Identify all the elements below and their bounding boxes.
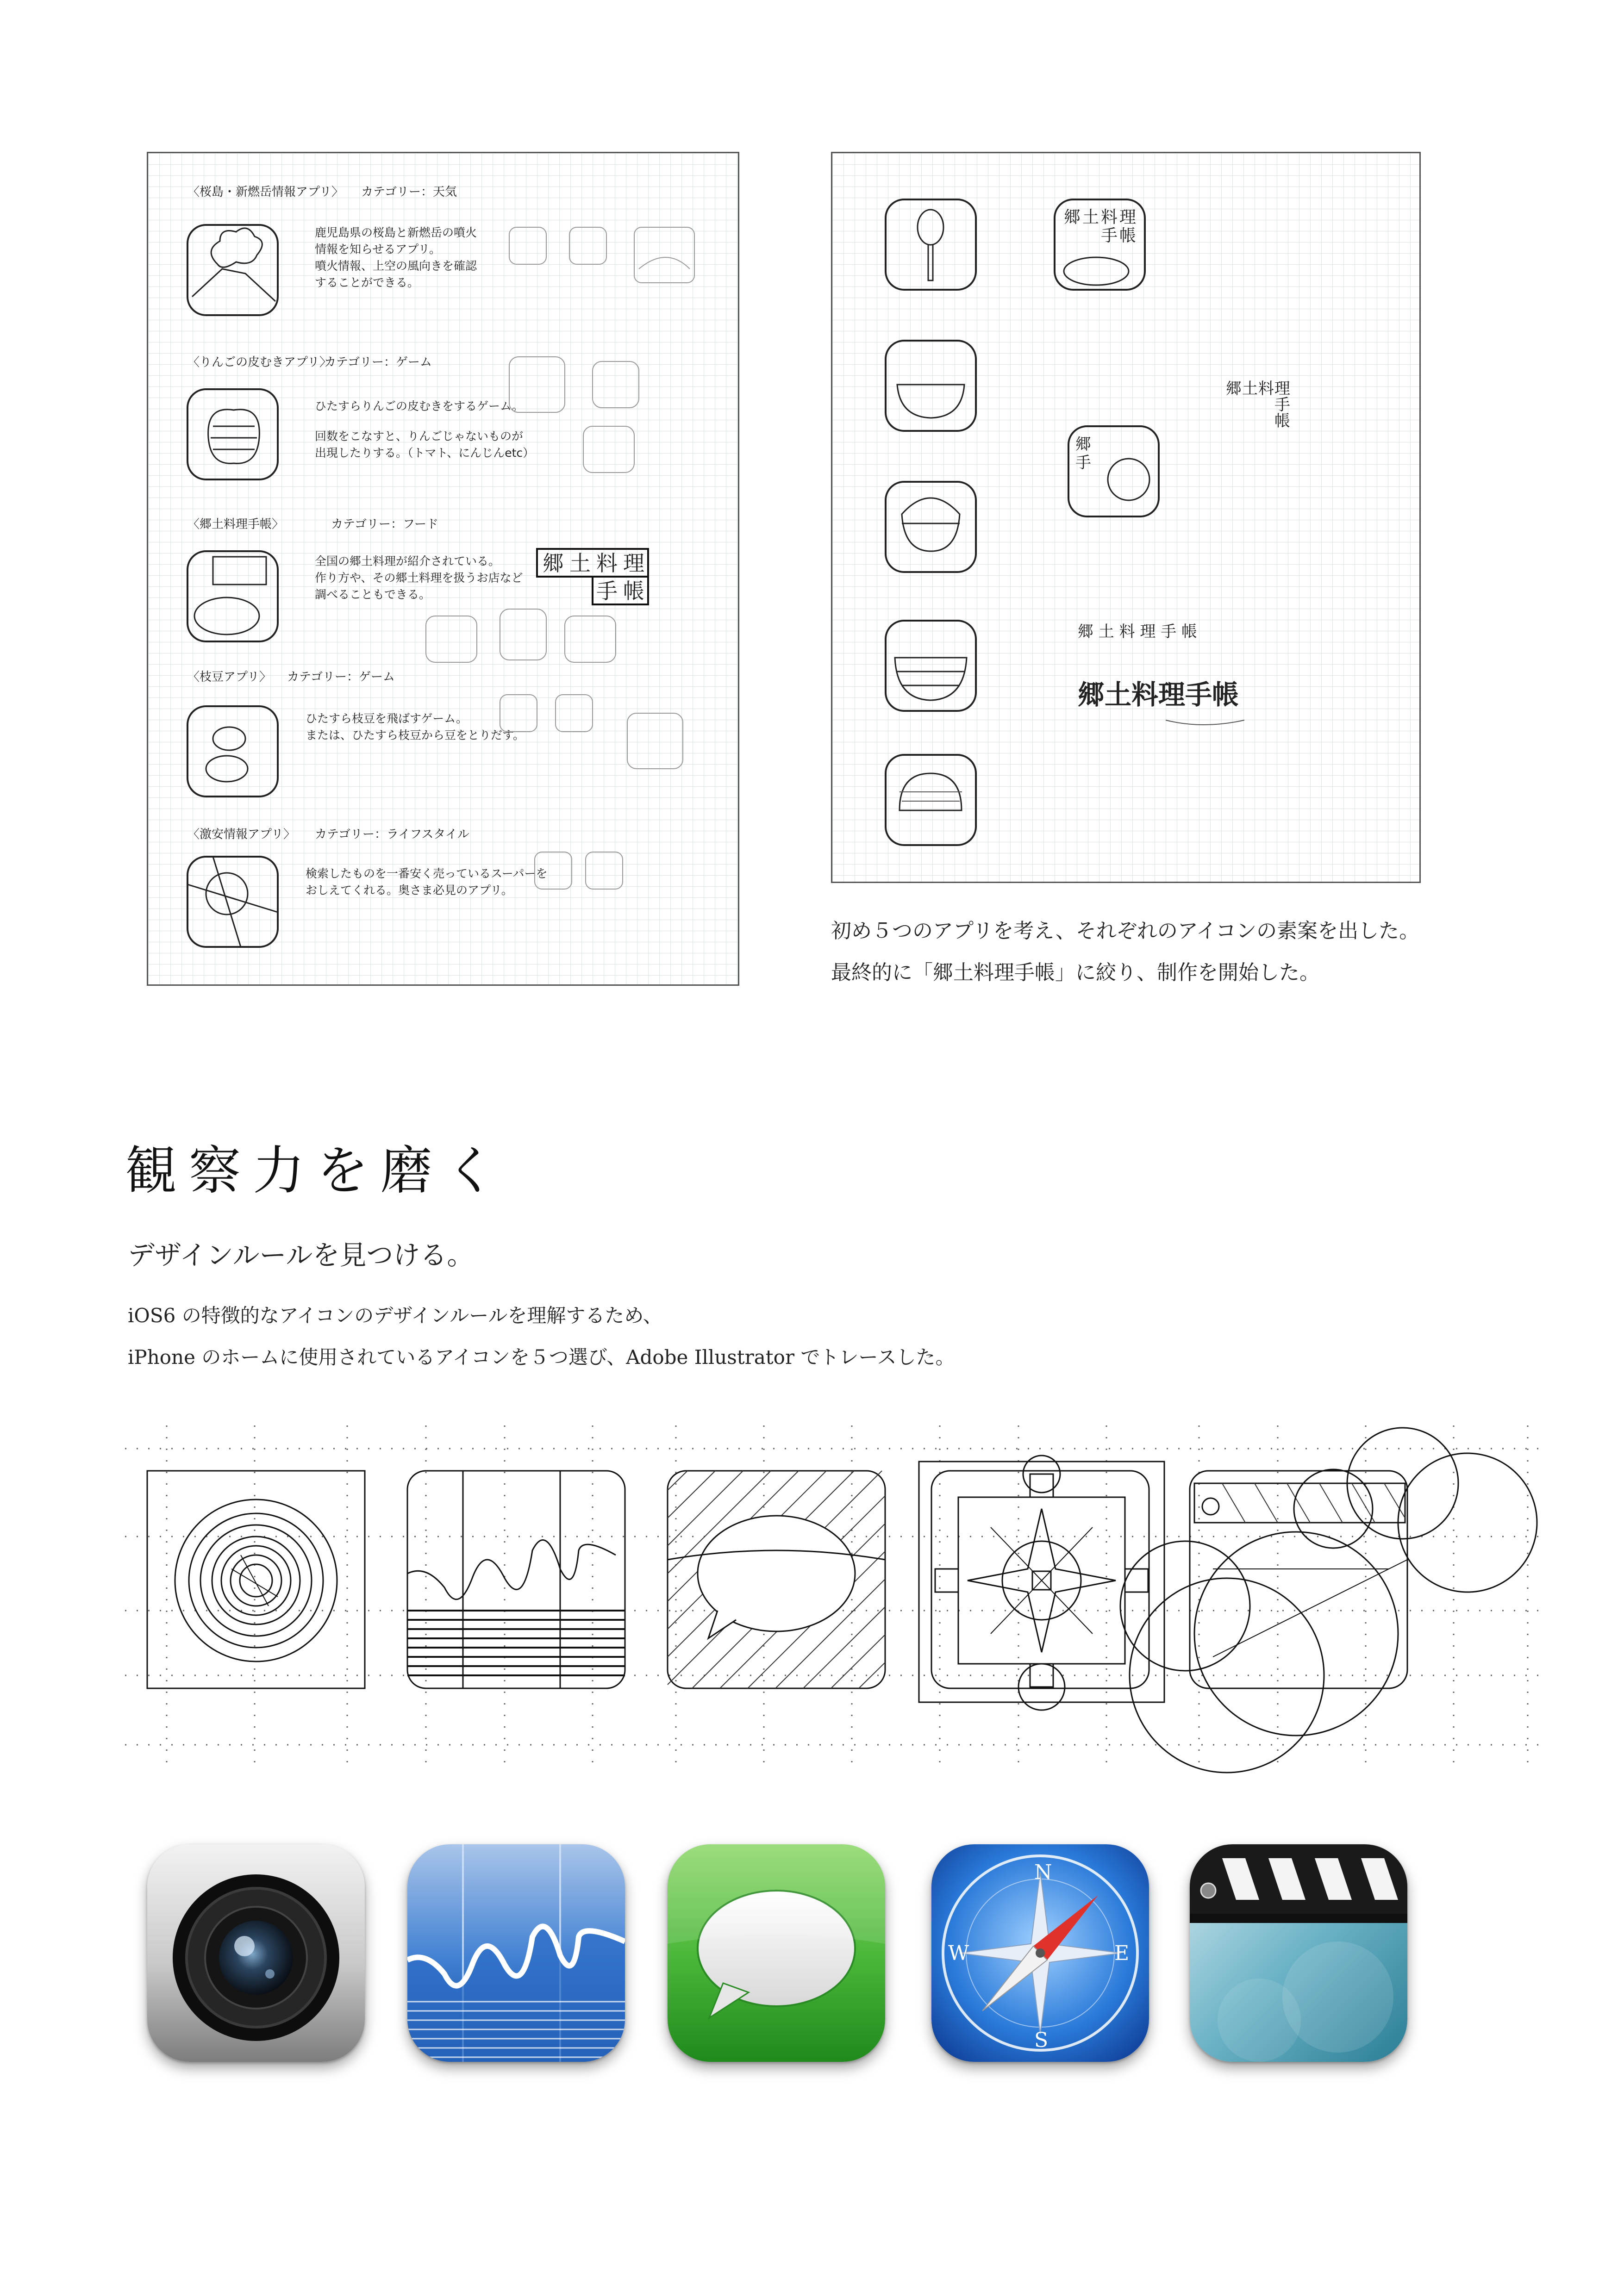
safari-trace (919, 1456, 1164, 1710)
compass-south-letter: S (1034, 2028, 1049, 2052)
section-subheading: デザインルールを見つける。 (128, 1239, 474, 1271)
svg-text:料: 料 (1258, 380, 1274, 398)
svg-text:カテゴリー：フード: カテゴリー：フード (331, 517, 439, 531)
caption-line-1: 初め５つのアプリを考え、それぞれのアイコンの素案を出した。 (831, 919, 1420, 943)
svg-text:理: 理 (1274, 380, 1290, 398)
svg-text:帳: 帳 (1274, 412, 1290, 430)
sketch-title-line: 郷 土 料 理 手 帳 (1078, 622, 1198, 641)
svg-text:〈枝豆アプリ〉: 〈枝豆アプリ〉 (187, 670, 271, 684)
svg-text:土: 土 (1242, 380, 1258, 398)
svg-text:噴火情報、上空の風向きを確認: 噴火情報、上空の風向きを確認 (315, 259, 477, 273)
svg-text:情報を知らせるアプリ。: 情報を知らせるアプリ。 (315, 243, 441, 256)
idea-title: 〈桜島・新燃岳情報アプリ〉 (187, 185, 344, 199)
svg-text:帳: 帳 (623, 579, 644, 604)
svg-text:手: 手 (596, 579, 618, 604)
clapperboard-icon (1190, 1844, 1407, 2062)
compass-north-letter: N (1034, 1860, 1052, 1884)
section-body-line-2: iPhone のホームに使用されているアイコンを５つ選び、Adobe Illustrator でトレースした。 (128, 1346, 955, 1369)
sketch-left-drawing (148, 153, 738, 984)
compass-east-letter: E (1114, 1941, 1130, 1965)
icon-trace-diagrams (0, 1416, 1624, 1796)
svg-text:帳: 帳 (1119, 226, 1137, 245)
svg-text:料: 料 (1101, 208, 1118, 227)
sketch-sheet-right (831, 152, 1421, 883)
svg-text:郷: 郷 (1075, 435, 1091, 454)
svg-text:理: 理 (1119, 208, 1137, 227)
svg-text:または、ひたすら枝豆から豆をとりだす。: または、ひたすら枝豆から豆をとりだす。 (306, 728, 525, 742)
sketch-sheet-left (147, 152, 739, 986)
svg-text:郷: 郷 (1064, 208, 1081, 227)
svg-text:手: 手 (1274, 396, 1290, 414)
videos-trace (1120, 1428, 1537, 1773)
svg-text:〈激安情報アプリ〉: 〈激安情報アプリ〉 (187, 828, 295, 841)
sketch-right-drawing (832, 153, 1419, 882)
bargain-icon (187, 857, 278, 947)
svg-text:調べることもできる。: 調べることもできる。 (315, 588, 431, 601)
svg-text:理: 理 (623, 551, 644, 576)
svg-text:することができる。: することができる。 (315, 276, 419, 289)
svg-text:おしえてくれる。奥さま必見のアプリ。: おしえてくれる。奥さま必見のアプリ。 (306, 884, 513, 897)
svg-text:検索したものを一番安く売っているスーパーを: 検索したものを一番安く売っているスーパーを (306, 867, 548, 880)
svg-text:〈りんごの皮むきアプリ〉: 〈りんごの皮むきアプリ〉 (187, 355, 331, 369)
svg-text:カテゴリー：天気: カテゴリー：天気 (361, 185, 457, 199)
messages-icon (668, 1844, 885, 2062)
svg-text:ひたすら枝豆を飛ばすゲーム。: ひたすら枝豆を飛ばすゲーム。 (306, 712, 468, 725)
svg-text:出現したりする。（トマト、にんじんetc）: 出現したりする。（トマト、にんじんetc） (315, 446, 535, 460)
volcano-icon (187, 225, 278, 315)
svg-text:カテゴリー：ゲーム: カテゴリー：ゲーム (324, 355, 432, 369)
svg-text:土: 土 (1082, 208, 1099, 227)
svg-text:全国の郷土料理が紹介されている。: 全国の郷土料理が紹介されている。 (315, 554, 500, 568)
apple-icon (187, 389, 278, 479)
svg-text:ひたすらりんごの皮むきをするゲーム。: ひたすらりんごの皮むきをするゲーム。 (315, 399, 524, 413)
sketch-bold-title: 郷土料理手帳 (1078, 679, 1239, 710)
stocks-icon (407, 1844, 625, 2062)
svg-text:鹿児島県の桜島と新燃岳の噴火: 鹿児島県の桜島と新燃岳の噴火 (315, 226, 477, 239)
svg-text:作り方や、その郷土料理を扱うお店など: 作り方や、その郷土料理を扱うお店など (315, 571, 523, 585)
svg-text:郷: 郷 (543, 551, 564, 576)
edamame-icon (187, 706, 278, 796)
svg-text:手: 手 (1101, 226, 1118, 245)
svg-text:土: 土 (569, 551, 591, 576)
camera-trace (147, 1471, 365, 1688)
messages-trace (668, 1471, 885, 1688)
section-body-line-1: iOS6 の特徴的なアイコンのデザインルールを理解するため、 (128, 1304, 662, 1327)
camera-icon (147, 1844, 365, 2062)
section-heading: 観察力を磨く (125, 1141, 508, 1201)
caption-line-2: 最終的に「郷土料理手帳」に絞り、制作を開始した。 (831, 961, 1320, 984)
svg-text:カテゴリー：ライフスタイル: カテゴリー：ライフスタイル (315, 828, 469, 841)
svg-text:料: 料 (596, 551, 618, 576)
svg-text:〈郷土料理手帳〉: 〈郷土料理手帳〉 (187, 517, 284, 531)
compass-west-letter: W (948, 1941, 969, 1965)
svg-text:回数をこなすと、りんごじゃないものが: 回数をこなすと、りんごじゃないものが (315, 429, 524, 443)
stocks-trace (407, 1471, 625, 1688)
svg-text:カテゴリー：ゲーム: カテゴリー：ゲーム (287, 670, 395, 684)
compass-icon (931, 1844, 1149, 2062)
svg-text:郷: 郷 (1226, 380, 1242, 398)
svg-text:手: 手 (1075, 454, 1091, 472)
